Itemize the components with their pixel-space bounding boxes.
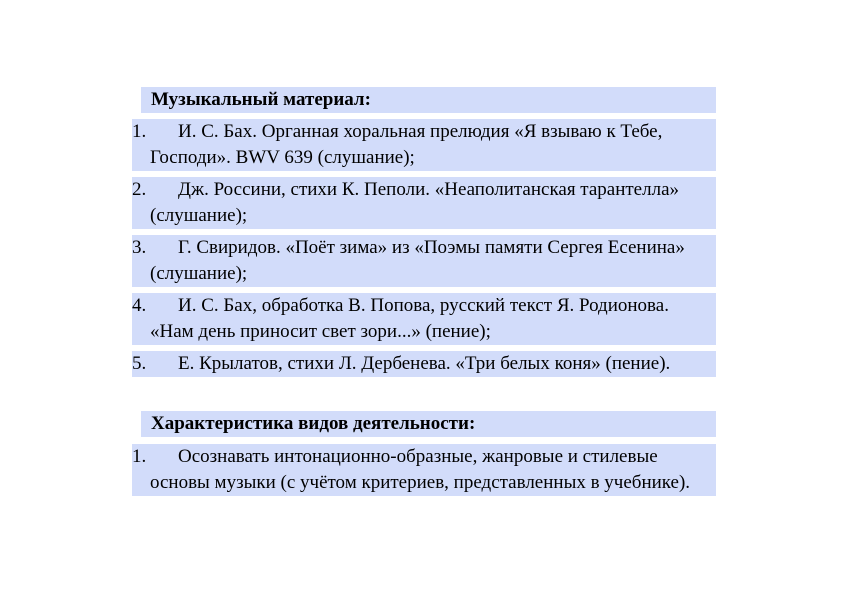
list-item-number: 1. bbox=[132, 121, 147, 142]
list-item-number: 1. bbox=[132, 446, 147, 467]
list-item bbox=[132, 351, 716, 377]
list-item bbox=[132, 177, 716, 229]
list-item bbox=[132, 444, 716, 496]
list-item-text: Дж. Россини, стихи К. Пеполи. «Неаполитанская тарантелла» (слушание); bbox=[150, 179, 680, 226]
section-title-music-material: Музыкальный материал: bbox=[141, 87, 716, 113]
list-item-text: Е. Крылатов, стихи Л. Дербенева. «Три белых коня» (пение). bbox=[178, 353, 671, 374]
list-item-text: Г. Свиридов. «Поёт зима» из «Поэмы памяти Сергея Есенина» (слушание); bbox=[150, 237, 685, 284]
list-item-text: И. С. Бах, обработка В. Попова, русский текст Я. Родионова. «Нам день приносит свет зори...» (пение); bbox=[150, 295, 669, 342]
list-item-text: Осознавать интонационно-образные, жанровые и стилевые основы музыки (с учётом критериев, представленных в учебнике). bbox=[150, 446, 691, 493]
list-item bbox=[132, 235, 716, 287]
list-item bbox=[132, 293, 716, 345]
list-item bbox=[132, 119, 716, 171]
section-title-activity-characteristics: Характеристика видов деятельности: bbox=[141, 411, 716, 437]
list-item-text: И. С. Бах. Органная хоральная прелюдия «Я взываю к Тебе, Господи». BWV 639 (слушание); bbox=[150, 121, 663, 168]
list-item-number: 2. bbox=[132, 179, 147, 200]
list-item-number: 4. bbox=[132, 295, 147, 316]
list-item-number: 5. bbox=[132, 353, 147, 374]
list-item-number: 3. bbox=[132, 237, 147, 258]
text-block bbox=[132, 85, 716, 522]
